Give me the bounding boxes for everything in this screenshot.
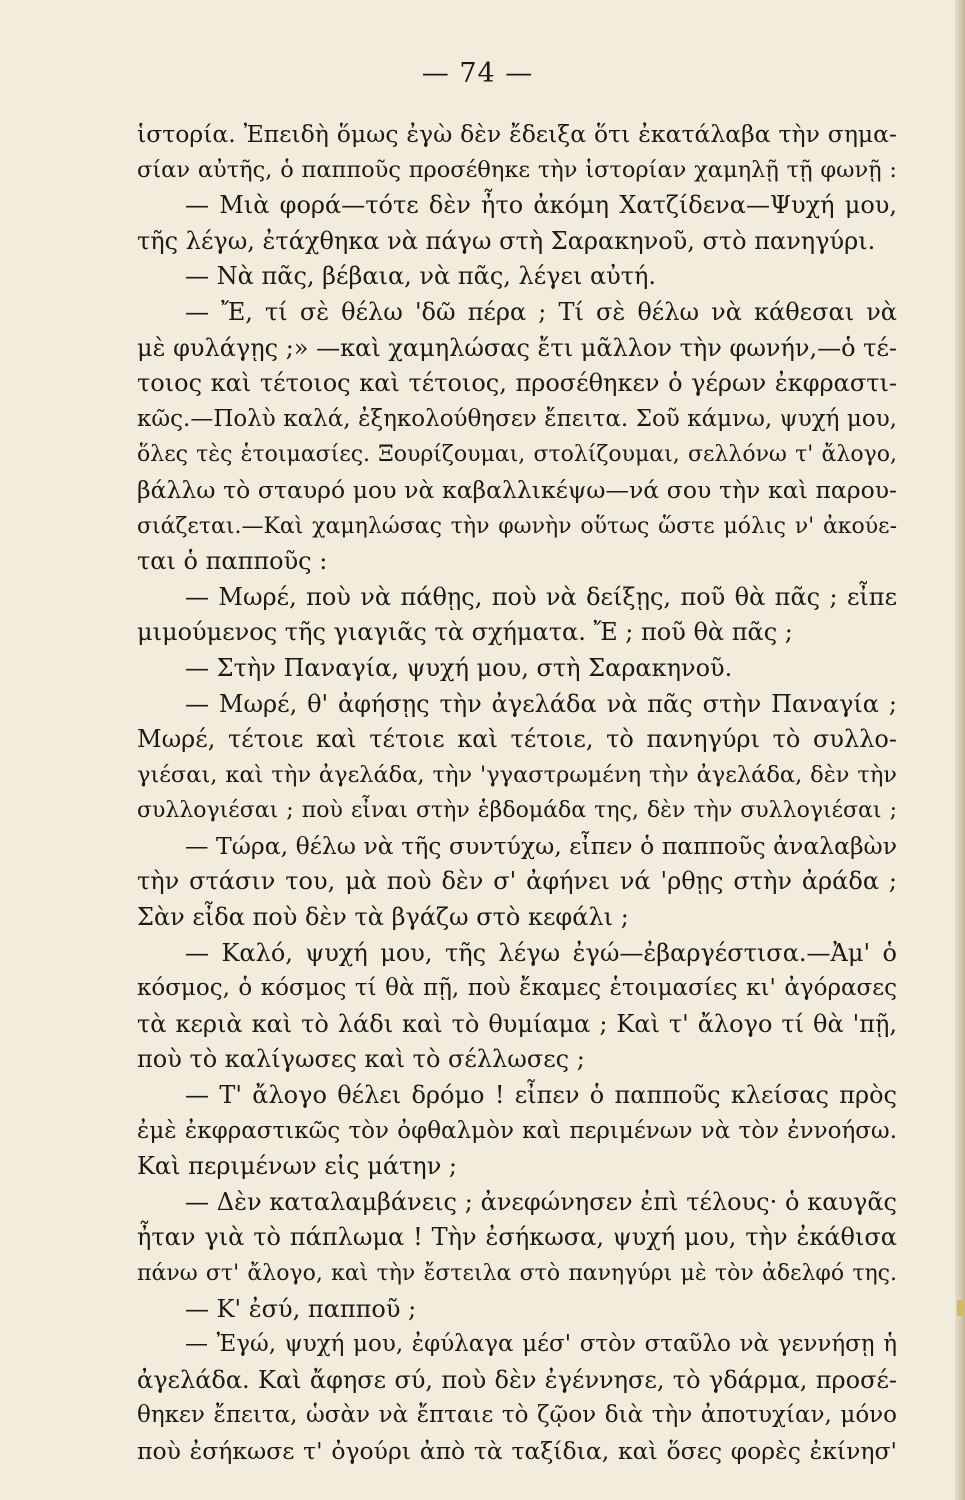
edge-mark: [957, 1300, 963, 1316]
text-line: — Ἔ, τί σὲ θέλω 'δῶ πέρα ; Τί σὲ θέλω νὰ κάθεσαι νὰ: [185, 297, 897, 326]
text-line: κῶς.—Πολὺ καλά, ἐξηκολούθησεν ἔπειτα. Σοῦ κάμνω, ψυχή μου,: [137, 405, 897, 432]
text-line: τὴν στάσιν του, μὰ ποὺ δὲν σ' ἀφήνει νά 'ρθῃς στὴν ἀράδα ;: [137, 867, 897, 896]
text-line: σιάζεται.—Καὶ χαμηλώσας τὴν φωνὴν οὕτως ὥστε μόλις ν' ἀκούε-: [137, 513, 897, 539]
text-line: συλλογιέσαι ; ποὺ εἶναι στὴν ἑβδομάδα της, δὲν τὴν συλλογιέσαι ;: [137, 798, 897, 824]
text-line: ἐμὲ ἐκφραστικῶς τὸν ὀφθαλμὸν καὶ περιμένων νὰ τὸν ἐννοήσω.: [137, 1117, 897, 1144]
text-line: Σὰν εἶδα ποὺ δὲν τὰ βγάζω στὸ κεφάλι ;: [137, 903, 629, 932]
text-line: πάνω στ' ἄλογο, καὶ τὴν ἔστειλα στὸ πανηγύρι μὲ τὸν ἀδελφό της.: [137, 1261, 897, 1286]
text-line: ται ὁ παπποῦς :: [137, 547, 328, 576]
text-line: — Ἐγώ, ψυχή μου, ἐφύλαγα μέσ' στὸν σταῦλο νὰ γεννήσῃ ἡ: [185, 1331, 897, 1358]
text-line: Μωρέ, τέτοιε καὶ τέτοιε καὶ τέτοιε, τὸ πανηγύρι τὸ συλλο-: [137, 725, 897, 754]
text-line: ἱστορία. Ἐπειδὴ ὅμως ἐγὼ δὲν ἔδειξα ὅτι ἐκατάλαβα τὴν σημα-: [137, 120, 897, 148]
text-line: ποὺ ἐσήκωσε τ' ὀγούρι ἀπὸ τὰ ταξίδια, καὶ ὅσες φορὲς ἐκίνησ': [137, 1436, 897, 1465]
page-edge: [955, 0, 965, 1500]
text-line: — Δὲν καταλαμβάνεις ; ἀνεφώνησεν ἐπὶ τέλους· ὁ καυγᾶς: [185, 1187, 897, 1216]
text-line: μὲ φυλάγῃς ;» —καὶ χαμηλώσας ἔτι μᾶλλον τὴν φωνήν,—ὁ τέ-: [137, 333, 897, 362]
text-line: — Μιὰ φορά—τότε δὲν ἦτο ἀκόμη Χατζίδενα—Ψυχή μου,: [185, 191, 897, 220]
text-line: θηκεν ἔπειτα, ὡσὰν νὰ ἔπταιε τὸ ζῷον διὰ τὴν ἀποτυχίαν, μόνο: [137, 1402, 897, 1429]
text-line: ὅλες τὲς ἑτοιμασίες. Ξουρίζουμαι, στολίζουμαι, σελλόνω τ' ἄλογο,: [137, 442, 897, 468]
text-line: — Κ' ἐσύ, παπποῦ ;: [185, 1294, 417, 1323]
page-number: — 74 —: [421, 58, 534, 89]
text-line: τὰ κεριὰ καὶ τὸ λάδι καὶ τὸ θυμίαμα ; Καὶ τ' ἄλογο τί θὰ 'πῇ,: [137, 1009, 897, 1038]
text-line: — Μωρέ, θ' ἀφήσῃς τὴν ἀγελάδα νὰ πᾶς στὴν Παναγία ;: [185, 689, 897, 718]
text-line: σίαν αὐτῆς, ὁ παπποῦς προσέθηκε τὴν ἱστορίαν χαμηλῇ τῇ φωνῇ :: [137, 156, 897, 183]
text-line: τοιος καὶ τέτοιος καὶ τέτοιος, προσέθηκεν ὁ γέρων ἐκφραστι-: [137, 369, 897, 398]
text-line: — Νὰ πᾶς, βέβαια, νὰ πᾶς, λέγει αὐτή.: [185, 262, 657, 291]
text-line: Καὶ περιμένων εἰς μάτην ;: [137, 1152, 457, 1181]
text-line: ἀγελάδα. Καὶ ἄφησε σύ, ποὺ δὲν ἐγέννησε, τὸ γδάρμα, προσέ-: [137, 1365, 897, 1394]
text-line: βάλλω τὸ σταυρό μου νὰ καβαλλικέψω—νά σου τὴν καὶ παρου-: [137, 475, 897, 504]
text-line: — Στὴν Παναγία, ψυχή μου, στὴ Σαρακηνοῦ.: [185, 653, 733, 682]
text-line: κόσμος, ὁ κόσμος τί θὰ πῇ, ποὺ ἔκαμες ἑτοιμασίες κι' ἀγόρασες: [137, 975, 897, 1002]
text-line: — Τώρα, θέλω νὰ τῆς συντύχω, εἶπεν ὁ παπποῦς ἀναλαβὼν: [185, 831, 897, 860]
text-line: — Καλό, ψυχή μου, τῆς λέγω ἐγώ—ἐβαργέστισα.—Ἀμ' ὁ: [185, 938, 897, 967]
text-line: γιέσαι, καὶ τὴν ἀγελάδα, τὴν 'γγαστρωμένη τὴν ἀγελάδα, δὲν τὴν: [137, 761, 897, 788]
text-line: ἦταν γιὰ τὸ πάπλωμα ! Τὴν ἐσήκωσα, ψυχή μου, τὴν ἐκάθισα: [137, 1223, 897, 1252]
text-line: μιμούμενος τῆς γιαγιᾶς τὰ σχήματα. Ἔ ; ποῦ θὰ πᾶς ;: [137, 618, 793, 647]
text-line: — Μωρέ, ποὺ νὰ πάθῃς, ποὺ νὰ δείξῃς, ποῦ θὰ πᾶς ; εἶπε: [185, 582, 897, 611]
text-line: τῆς λέγω, ἐτάχθηκα νὰ πάγω στὴ Σαρακηνοῦ, στὸ πανηγύρι.: [137, 226, 876, 255]
text-line: ποὺ τὸ καλίγωσες καὶ τὸ σέλλωσες ;: [137, 1045, 585, 1074]
text-line: — Τ' ἄλογο θέλει δρόμο ! εἶπεν ὁ παπποῦς κλείσας πρὸς: [185, 1081, 897, 1110]
body-text: [137, 117, 897, 1470]
